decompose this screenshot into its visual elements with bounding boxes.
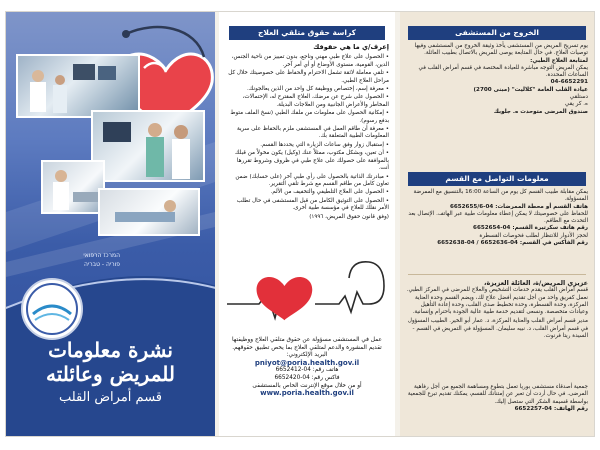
cover-panel	[6, 12, 215, 436]
photo-hospital-bed	[98, 188, 200, 236]
fax-row	[406, 240, 588, 247]
discharge-section	[406, 43, 588, 116]
welcome-section	[406, 280, 588, 340]
secretary-text: للحفاظ على خصوصيتك لا يمكن إعطاء معلومات طبية عبر الهاتف. الإتصال بعد التحدث مع الطاقم.	[408, 210, 588, 225]
clinic-sub-2: ه. كر يقي	[564, 101, 588, 108]
discharge-header: الخروج من المستشفى	[408, 26, 586, 40]
contact-header: معلومات التواصل مع القسم	[408, 172, 586, 186]
rights-item: • تلقي معاملة لائقة تشمل الاحترام والحفاظ على خصوصيتك خلال كل مراحل العلاج الطبي.	[228, 70, 389, 84]
brochure	[6, 12, 594, 436]
association-text: جمعية أصدقاء مستشفى بوريا تعمل بتطوع ومساهمة الجميع من أجل رفاهية المرضى. في حال أردت أن تعبر عن إمتنانك للقسم، يمكنك تقديم تبرع للجمعية بواسطة قسيمة الشكر التي ستصل إليك.	[407, 384, 588, 405]
rights-contact	[219, 337, 395, 398]
site-intro: أو من خلال موقع الإنترنت الخاص بالمستشفى	[252, 382, 362, 389]
rights-body	[225, 44, 389, 222]
rights-item: • أن تعين، وبشكل مكتوب، ممثلاً عنك (وكيل) يكون مخولاً من قبلك بالموافقة على حصولك على علاج طبي في ظروف وشروط تقررها أنت.	[235, 150, 389, 172]
rights-item: • الحصول على شرح عن مرضك، العلاج المقترح له، الإحتمالات، المخاطر والأعراض الجانبية ومن العلاجات البديلة.	[242, 94, 389, 108]
photo-nurse-patient	[41, 160, 105, 214]
rights-header: كراسة حقوق متلقي العلاج	[229, 26, 385, 40]
website-link[interactable]: www.poria.health.gov.il	[260, 389, 354, 398]
clinic-sub-1: دستلقي	[569, 94, 588, 101]
association-phone: 04-6652257	[514, 405, 553, 412]
discharge-text: يوم تسريح المريض من المستشفى يأخذ وثيقة الخروج من المستشفى وفيها توصيات العلاج. في حال المتابعة يوصى للمريض بالاتصال بطبيب العائلة.	[414, 43, 588, 57]
photo-cardiologists	[91, 110, 205, 182]
nurses-label: هاتف القسم أو محطة الممرضات:	[495, 203, 588, 210]
cover-title-line-1: نشرة معلومات	[48, 338, 173, 362]
secretary-label: رقم هاتف سكرتيرة القسم:	[512, 225, 588, 232]
ward-contact-section	[406, 189, 588, 247]
association-section	[406, 384, 588, 413]
rights-law-citation: (وفق قانون حقوق المريض، ١٩٩٦)	[309, 213, 389, 220]
rights-item: • إستقبال زوار وفق ساعات الزيارة التي يحددها القسم.	[260, 141, 389, 148]
insurance-line: صندوق المرضى متوحدت ه. جلوبك	[493, 108, 588, 115]
photo-doctors-team	[16, 54, 140, 118]
fax-phone: 04-6652636 / 04-6652638	[437, 240, 518, 247]
unit-text: لحجز الأدوار للانتظار لطلب فحوصات القسطرة	[479, 232, 588, 239]
photo-nurse-patient-art	[43, 162, 103, 212]
rights-panel	[219, 12, 395, 436]
cover-title-line-2: للمريض وعائلته	[46, 362, 175, 386]
welcome-text: قسم أمراض القلب يقدم خدمات التشخيص والعلاج للمرضى في المركز الطبي. نعمل كفريق واحد من أجل تقديم أفضل علاج لك، ويضم القسم وحدة العناية المركزة، وحدة القسطرة، وحدة تخطيط صدى القلب، وحدة إعادة التأهيل وعيادات متخصصة. ونسعى لتقديم خدمة طبية عالية الجودة باحترام وإنسانية.	[406, 287, 588, 316]
ward-contact-text: يمكن مقابلة طبيب القسم كل يوم من الساعة 16:00 بالتنسيق مع الممرضة المسؤولة.	[413, 189, 588, 203]
rights-item: • مبادرتك الذاتية بالحصول على رأي طبي آخر (على حسابك) ضمن تعاون كامل من طاقم القسم مع شرط تلقي التقرير.	[235, 173, 389, 187]
clinic-text: يمكن المريض التوجه مباشرة للعيادة المختصة في قسم أمراض القلب في الساعات المحددة.	[418, 64, 588, 79]
email-label: البريد الإلكتروني:	[286, 352, 328, 359]
cover-subtitle: قسم أمراض القلب	[58, 390, 163, 405]
contact-intro: عمل في المستشفى مسؤولة عن حقوق متلقي العلاج ووظيفتها تقديم المشورة والدعم لمتلقي العلاج بما يخص تطبيق حقوقهم.	[232, 337, 382, 351]
heart-ecg-illustration	[219, 256, 395, 336]
secretary-phone: 04-6652654	[473, 225, 511, 232]
cover-hebrew-line-2: פוריה - טבריה	[83, 261, 120, 268]
section-divider	[408, 274, 586, 275]
photo-cardiologists-art	[93, 112, 203, 180]
fax-label: رقم الفاكس في القسم:	[519, 240, 588, 247]
rights-item: • معرفة إسم، إختصاص ووظيفة كل واحد من الذين يعالجونك.	[247, 86, 389, 93]
welcome-title: عزيزي المريض/ة، العائلة العزيزة،	[484, 279, 588, 287]
association-phone-row	[406, 406, 588, 413]
hospital-logo-art	[23, 280, 81, 338]
nurses-phone: 04-6652655/6	[449, 203, 494, 210]
rights-item: • الحصول على التوثيق الكامل من قبل المستشفى في حال تطلب الأمر نقلك للعلاج في مؤسسة طبية أخرى.	[236, 197, 389, 212]
photo-hospital-bed-art	[100, 190, 198, 234]
clinic-name: عيادة القلب العامة "كلاليت" (مبنى 2700)	[473, 86, 588, 93]
rights-item: • الحصول على العلاج التلطيفي والتخفيف من الألم.	[270, 189, 389, 196]
email-link[interactable]: pniyot@poria.health.gov.il	[254, 358, 360, 367]
secretary-row	[406, 225, 588, 232]
phone-line: هاتف رقم: 04-6652412	[275, 367, 339, 374]
info-panel	[400, 12, 594, 436]
rights-item: • معرفة أن طاقم العمل في المستشفى ملزم بالحفاظ على سرية المعلومات الطبية المتعلقة بك.	[236, 126, 389, 140]
clinic-title: لمتابعة العلاج الطبي:	[530, 57, 588, 64]
photo-doctors-team-art	[18, 56, 138, 116]
association-label: رقم الهاتف:	[553, 405, 588, 412]
hotline-phone: 04-6652291	[550, 79, 588, 86]
rights-item: • إمكانية الحصول على معلومات من ملفك الطبي (نسخ الملف متوط بدفع رسوم).	[230, 110, 389, 124]
director-text: مدير قسم أمراض القلب والعناية المركزة، د. عمار أبو الخير. الطبيب المسؤول في قسم أمراض القلب، د. نبيه سليمان. المسؤولة في التمريض في القسم - السيدة ريتا فرنوت.	[407, 318, 588, 340]
nurses-station-row	[406, 204, 588, 211]
fax-line: فاكس رقم: 04-6652420	[274, 374, 340, 381]
hospital-logo	[21, 278, 83, 340]
cover-hebrew-line-1: המרכז הרפואי	[83, 252, 120, 259]
rights-lead: إعرف/ي ما هي حقوقك	[313, 43, 389, 51]
rights-item: • الحصول على علاج طبي مهني وناجع، بدون تمييز من ناحية الجنس، الدين، القومية، مستوى الأوضاع أو أي أمر آخر.	[231, 54, 389, 68]
